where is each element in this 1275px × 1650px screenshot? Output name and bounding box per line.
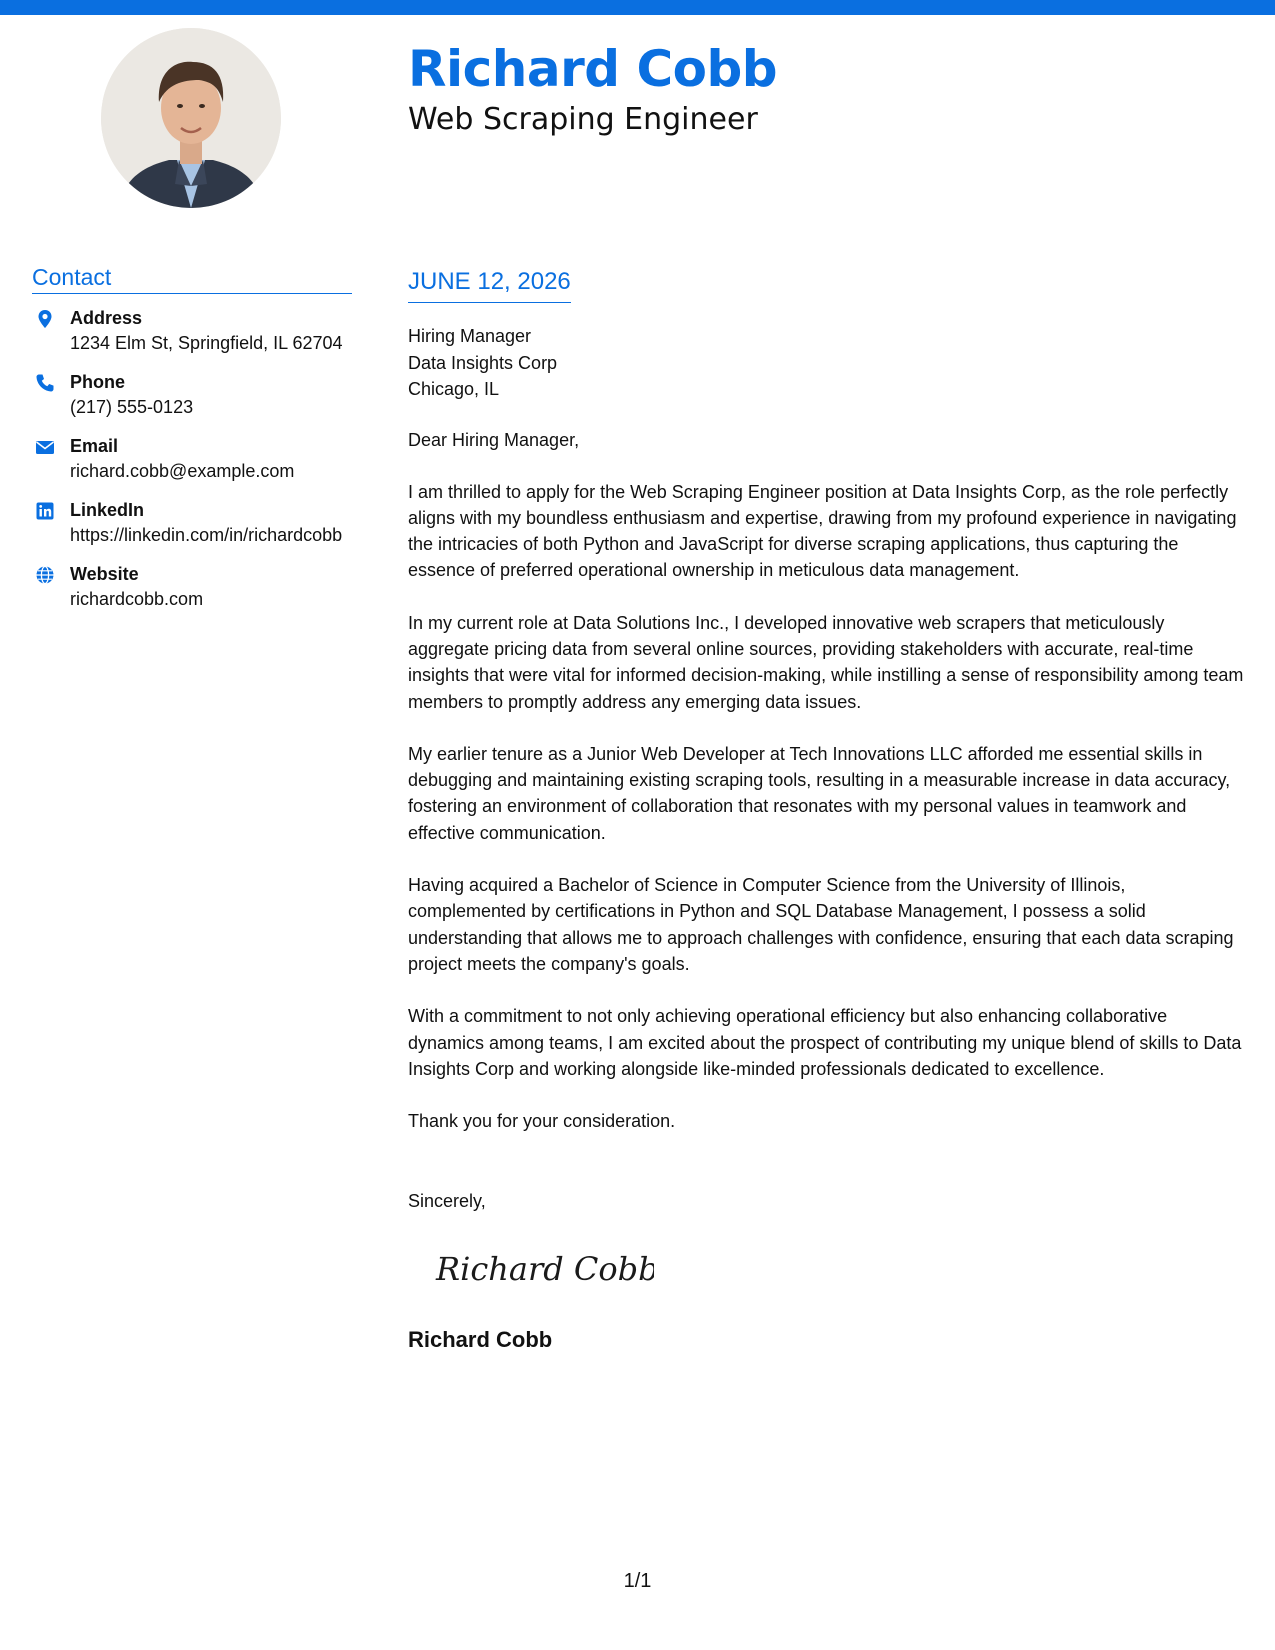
letter-paragraph: In my current role at Data Solutions Inc., I developed innovative web scrapers that meticulously aggregate pricing data from several online sources, providing stakeholders with accurate, real-time insights that were vital for informed decision-making, while instilling a sense of responsibility among team members to promptly address any emerging data issues. [408, 612, 1244, 712]
profile-photo [101, 28, 281, 208]
letter-paragraph: Thank you for your consideration. [408, 1111, 676, 1132]
recipient-block [408, 323, 1248, 403]
signature-text: Richard Cobb [436, 1250, 654, 1289]
contact-label: Email [70, 436, 119, 456]
contact-label: Website [70, 564, 139, 584]
job-title: Web Scraping Engineer [408, 102, 758, 137]
globe-icon [35, 565, 55, 585]
contact-website [32, 562, 352, 611]
letter-paragraphs [408, 479, 1248, 1135]
closing: Sincerely, [408, 1191, 486, 1212]
letter-date: JUNE 12, 2026 [408, 268, 571, 303]
top-accent-bar [0, 0, 1275, 15]
letter-paragraph: Having acquired a Bachelor of Science in Computer Science from the University of Illinois, complemented by certifications in Python and SQL Database Management, I possess a solid understanding that allows me to approach challenges with confidence, ensuring that each data scraping project meets the company's goals. [408, 875, 1234, 974]
contact-linkedin [32, 498, 352, 547]
recipient-line: Chicago, IL [408, 379, 500, 399]
phone-icon [35, 373, 55, 393]
letter-paragraph: My earlier tenure as a Junior Web Developer at Tech Innovations LLC afforded me essential skills in debugging and maintaining existing scraping tools, resulting in a measurable increase in data accuracy, fostering an environment of collaboration that resonates with my personal values in teamwork and effective communication. [408, 743, 1231, 843]
salutation: Dear Hiring Manager, [408, 429, 580, 450]
candidate-name: Richard Cobb [408, 40, 778, 98]
letter-paragraph: I am thrilled to apply for the Web Scraping Engineer position at Data Insights Corp, as the role perfectly aligns with my boundless enthusiasm and expertise, drawing from my profound experience in navigating the intricacies of both Python and JavaScript for diverse scraping applications, thus capturing the essence of preferred operational ownership in meticulous data management. [408, 481, 1237, 581]
linkedin-link[interactable]: https://linkedin.com/in/richardcobb [70, 525, 343, 545]
contact-email [32, 434, 352, 483]
linkedin-icon [35, 501, 55, 521]
recipient-line: Data Insights Corp [408, 352, 558, 373]
contact-label: Phone [70, 372, 126, 392]
contact-value: (217) 555-0123 [70, 397, 194, 417]
contact-value: 1234 Elm St, Springfield, IL 62704 [70, 333, 343, 353]
envelope-icon [35, 437, 55, 457]
contact-address [32, 306, 352, 355]
letter-paragraph: With a commitment to not only achieving operational efficiency but also enhancing collaborative dynamics among teams, I am excited about the prospect of contributing my unique blend of skills to Data Insights Corp and working alongside like-minded professionals dedicated to excellence. [408, 1006, 1242, 1079]
contact-value: richard.cobb@example.com [70, 461, 295, 481]
map-pin-icon [35, 309, 55, 329]
signed-name: Richard Cobb [408, 1327, 553, 1353]
contact-heading: Contact [32, 264, 352, 294]
website-link[interactable]: richardcobb.com [70, 589, 204, 609]
page-number: 1/1 [623, 1570, 652, 1592]
contact-label: Address [70, 308, 143, 328]
contact-label: LinkedIn [70, 500, 145, 520]
contact-list [32, 306, 352, 611]
contact-sidebar [32, 264, 352, 626]
signature [434, 1244, 654, 1292]
letter-body [408, 268, 1248, 1353]
contact-phone [32, 370, 352, 419]
recipient-line: Hiring Manager [408, 326, 532, 346]
